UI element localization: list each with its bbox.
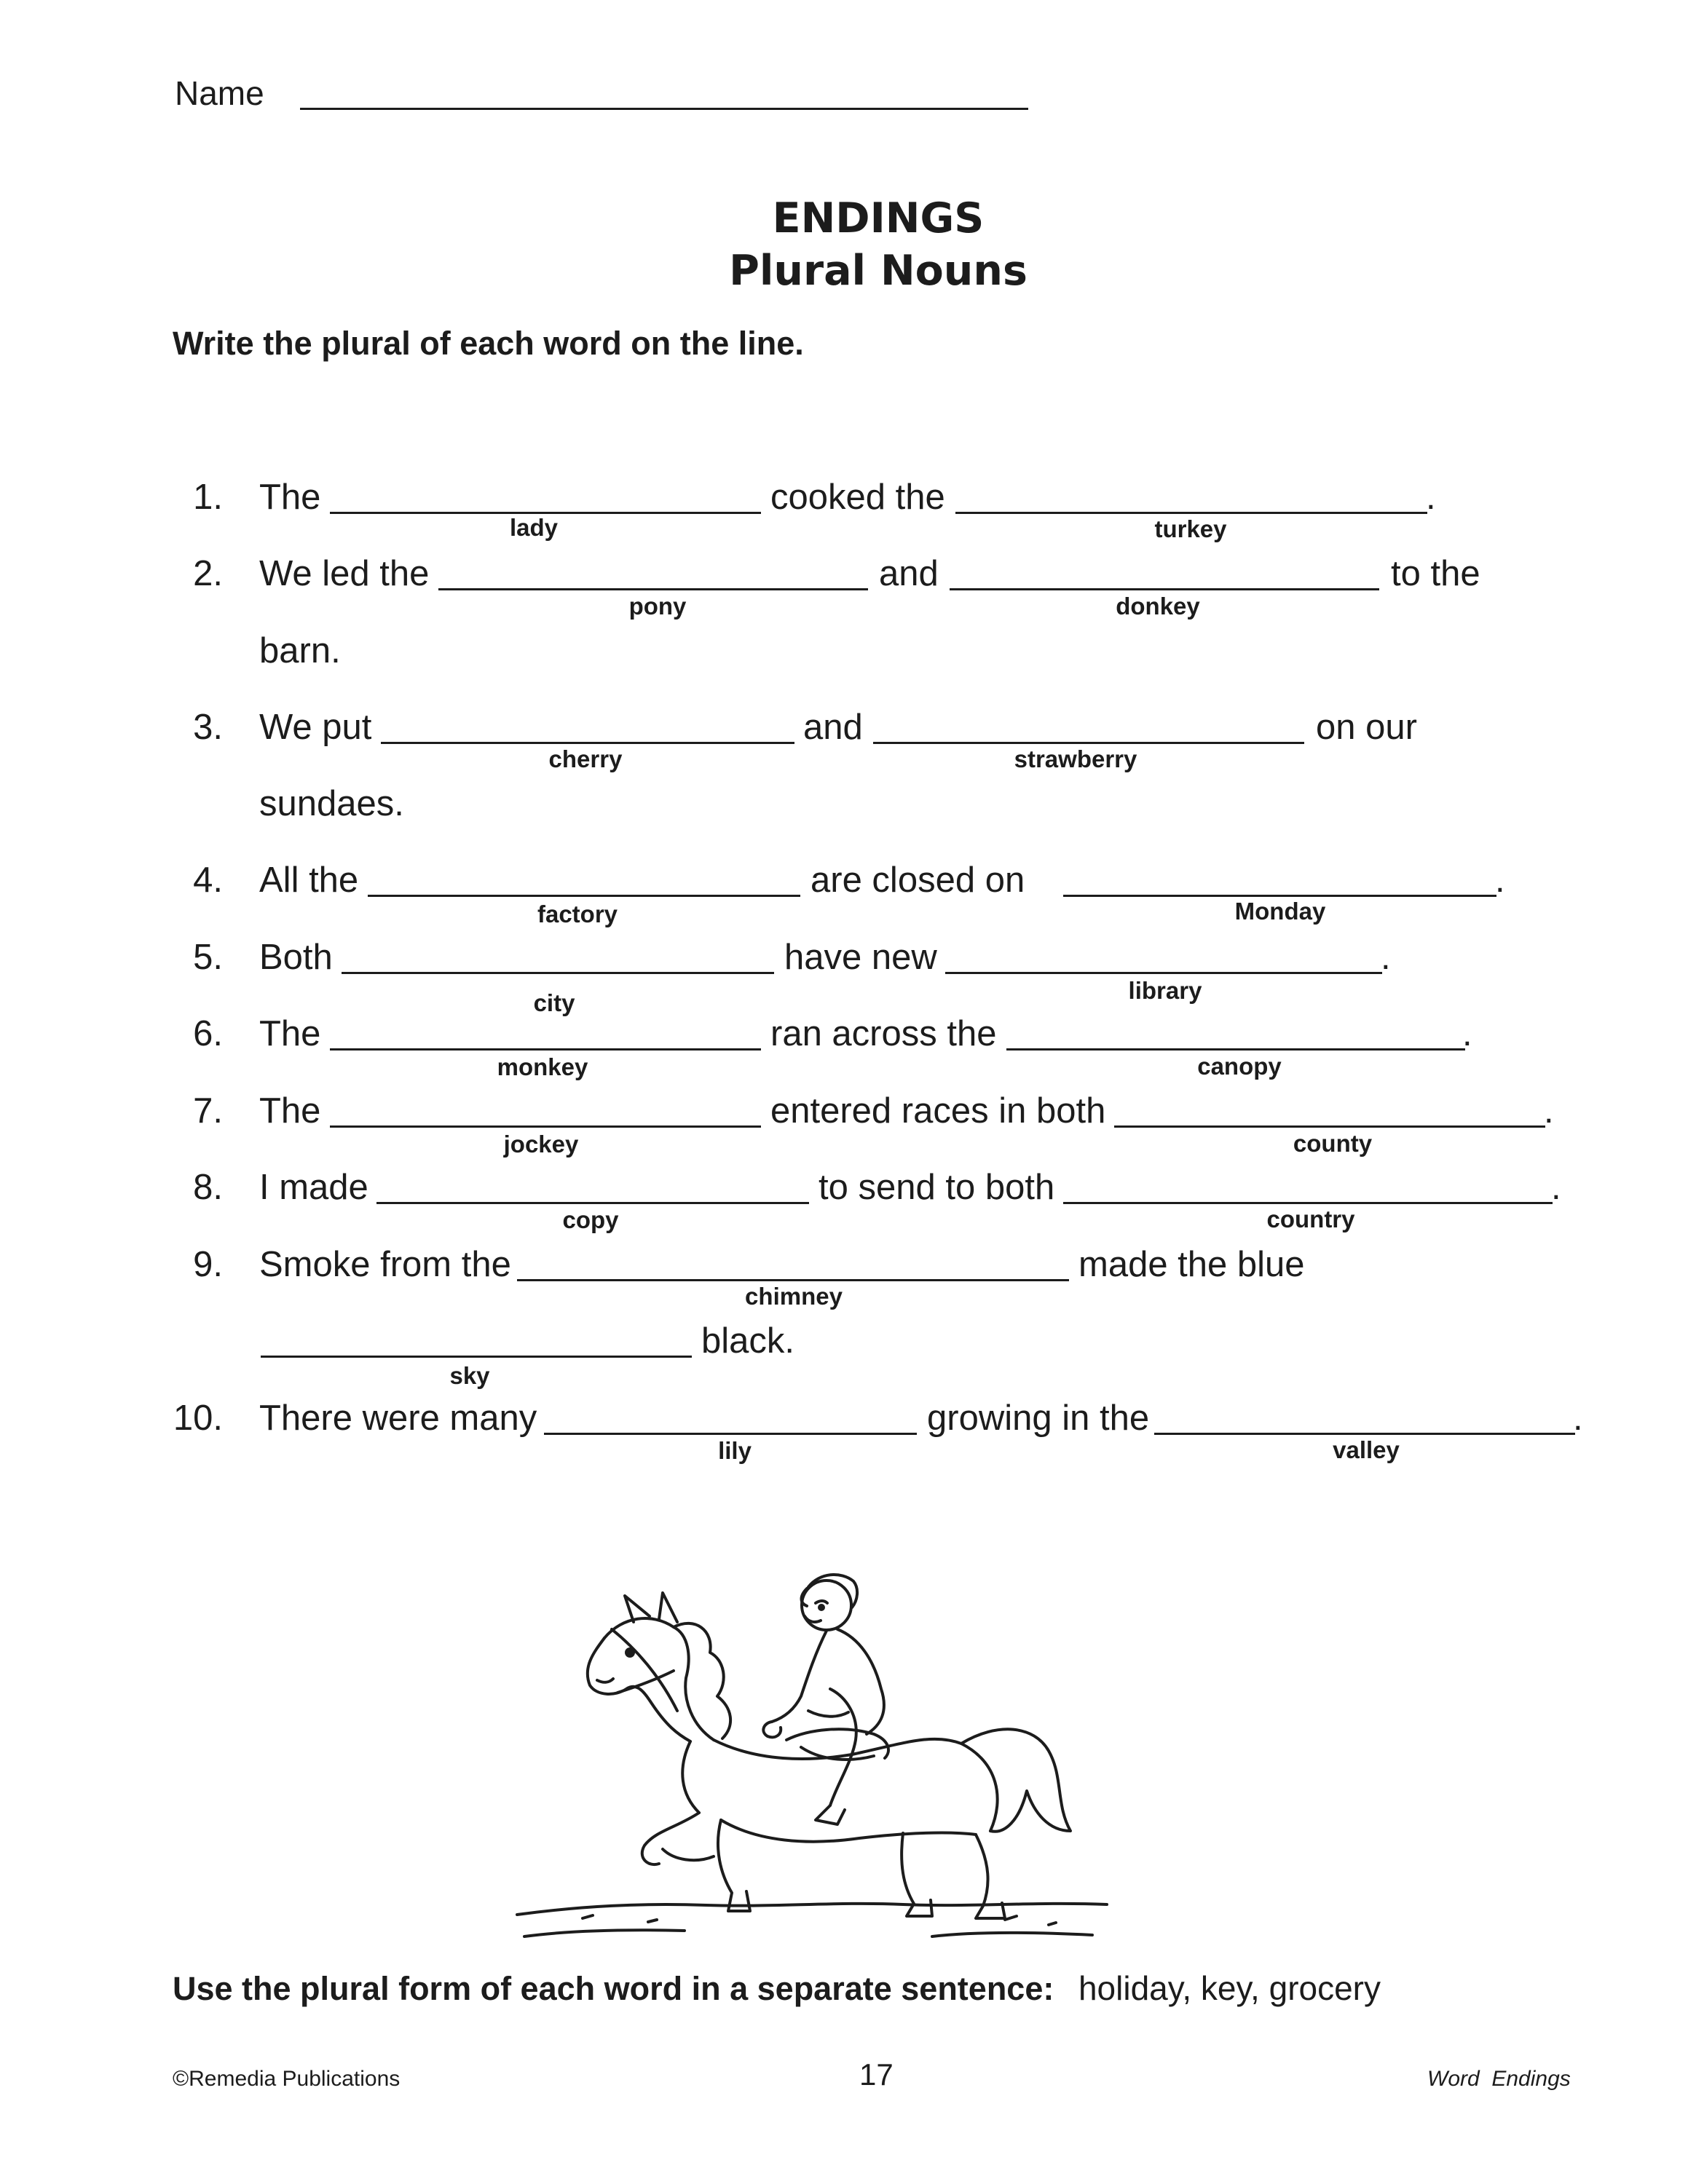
sentence-text: .: [1551, 1168, 1561, 1207]
word-hint: chimney: [745, 1283, 843, 1310]
sentence-text: barn.: [259, 631, 341, 670]
name-line[interactable]: [300, 108, 1028, 110]
sentence-text: .: [1462, 1014, 1472, 1053]
answer-blank[interactable]: [438, 588, 868, 590]
item-number: 2.: [193, 554, 223, 593]
jockey-horse-illustration: [495, 1543, 1151, 1980]
sentence-text: growing in the: [927, 1398, 1150, 1438]
word-hint: library: [1128, 977, 1202, 1004]
answer-blank[interactable]: [1063, 1202, 1553, 1204]
page-title: ENDINGS: [772, 194, 985, 242]
sentence-text: on our: [1316, 708, 1417, 747]
answer-blank[interactable]: [544, 1433, 917, 1435]
sentence-text: .: [1381, 938, 1391, 977]
word-hint: turkey: [1154, 515, 1227, 542]
bottom-words: holiday, key, grocery: [1078, 1969, 1381, 2007]
sentence-text: made the blue: [1078, 1245, 1305, 1284]
word-hint: sky: [449, 1362, 490, 1389]
item-number: 9.: [193, 1245, 223, 1284]
item-number: 1.: [193, 478, 223, 517]
answer-blank[interactable]: [330, 1048, 761, 1051]
answer-blank[interactable]: [1154, 1433, 1575, 1435]
word-hint: pony: [628, 593, 687, 620]
sentence-text: cooked the: [770, 478, 945, 517]
sentence-text: are closed on: [811, 860, 1025, 900]
sentence-text: I made: [259, 1168, 368, 1207]
item-number: 4.: [193, 860, 223, 900]
sentence-text: There were many: [259, 1398, 537, 1438]
bottom-prompt: Use the plural form of each word in a separate sentence:: [173, 1970, 1054, 2007]
sentence-text: The: [259, 478, 321, 517]
word-hint: copy: [562, 1206, 619, 1233]
word-hint: strawberry: [1014, 745, 1137, 772]
answer-blank[interactable]: [342, 972, 774, 974]
instructions: Write the plural of each word on the line.: [173, 325, 804, 362]
sentence-text: The: [259, 1091, 321, 1131]
page-number: 17: [859, 2057, 894, 2092]
sentence-text: sundaes.: [259, 784, 404, 823]
item-number: 10.: [173, 1398, 223, 1438]
sentence-text: All the: [259, 860, 359, 900]
item-number: 3.: [193, 708, 223, 747]
word-hint: city: [533, 989, 575, 1016]
sentence-text: .: [1495, 860, 1505, 900]
publisher-credit: ©Remedia Publications: [173, 2067, 401, 2091]
word-hint: donkey: [1116, 593, 1200, 620]
answer-blank[interactable]: [955, 512, 1427, 514]
sentence-text: have new: [784, 938, 937, 977]
sentence-text: Smoke from the: [259, 1245, 511, 1284]
name-label: Name: [175, 74, 264, 112]
answer-blank[interactable]: [330, 1125, 761, 1128]
sentence-text: entered races in both: [770, 1091, 1106, 1131]
word-hint: Monday: [1234, 898, 1326, 925]
word-hint: canopy: [1197, 1053, 1282, 1080]
word-hint: factory: [537, 901, 618, 927]
item-number: 6.: [193, 1014, 223, 1053]
sentence-text: .: [1544, 1091, 1554, 1131]
sentence-text: to the: [1391, 554, 1480, 593]
word-hint: lily: [718, 1437, 752, 1464]
word-hint: county: [1293, 1130, 1373, 1157]
sentence-text: We led the: [259, 554, 430, 593]
page-subtitle: Plural Nouns: [729, 247, 1028, 295]
answer-blank[interactable]: [950, 588, 1379, 590]
answer-blank[interactable]: [945, 972, 1382, 974]
answer-blank[interactable]: [1114, 1125, 1545, 1128]
sentence-text: black.: [701, 1321, 795, 1361]
sentence-text: .: [1426, 478, 1436, 517]
item-number: 7.: [193, 1091, 223, 1131]
answer-blank[interactable]: [376, 1202, 809, 1204]
word-hint: lady: [509, 514, 559, 541]
answer-blank[interactable]: [1006, 1048, 1465, 1051]
word-hint: jockey: [503, 1131, 579, 1158]
sentence-text: ran across the: [770, 1014, 997, 1053]
sentence-text: and: [803, 708, 863, 747]
item-number: 5.: [193, 938, 223, 977]
answer-blank[interactable]: [261, 1356, 692, 1358]
answer-blank[interactable]: [381, 742, 794, 744]
item-number: 8.: [193, 1168, 223, 1207]
word-hint: monkey: [497, 1053, 588, 1080]
sentence-text: and: [879, 554, 939, 593]
answer-blank[interactable]: [368, 895, 800, 897]
answer-blank[interactable]: [517, 1279, 1069, 1281]
book-title: Word Endings: [1427, 2067, 1571, 2091]
word-hint: valley: [1333, 1436, 1400, 1463]
answer-blank[interactable]: [1063, 895, 1496, 897]
sentence-text: The: [259, 1014, 321, 1053]
word-hint: cherry: [548, 745, 623, 772]
sentence-text: to send to both: [819, 1168, 1055, 1207]
sentence-text: We put: [259, 708, 372, 747]
word-hint: country: [1266, 1206, 1355, 1233]
answer-blank[interactable]: [873, 742, 1304, 744]
sentence-text: .: [1573, 1398, 1583, 1438]
sentence-text: Both: [259, 938, 333, 977]
